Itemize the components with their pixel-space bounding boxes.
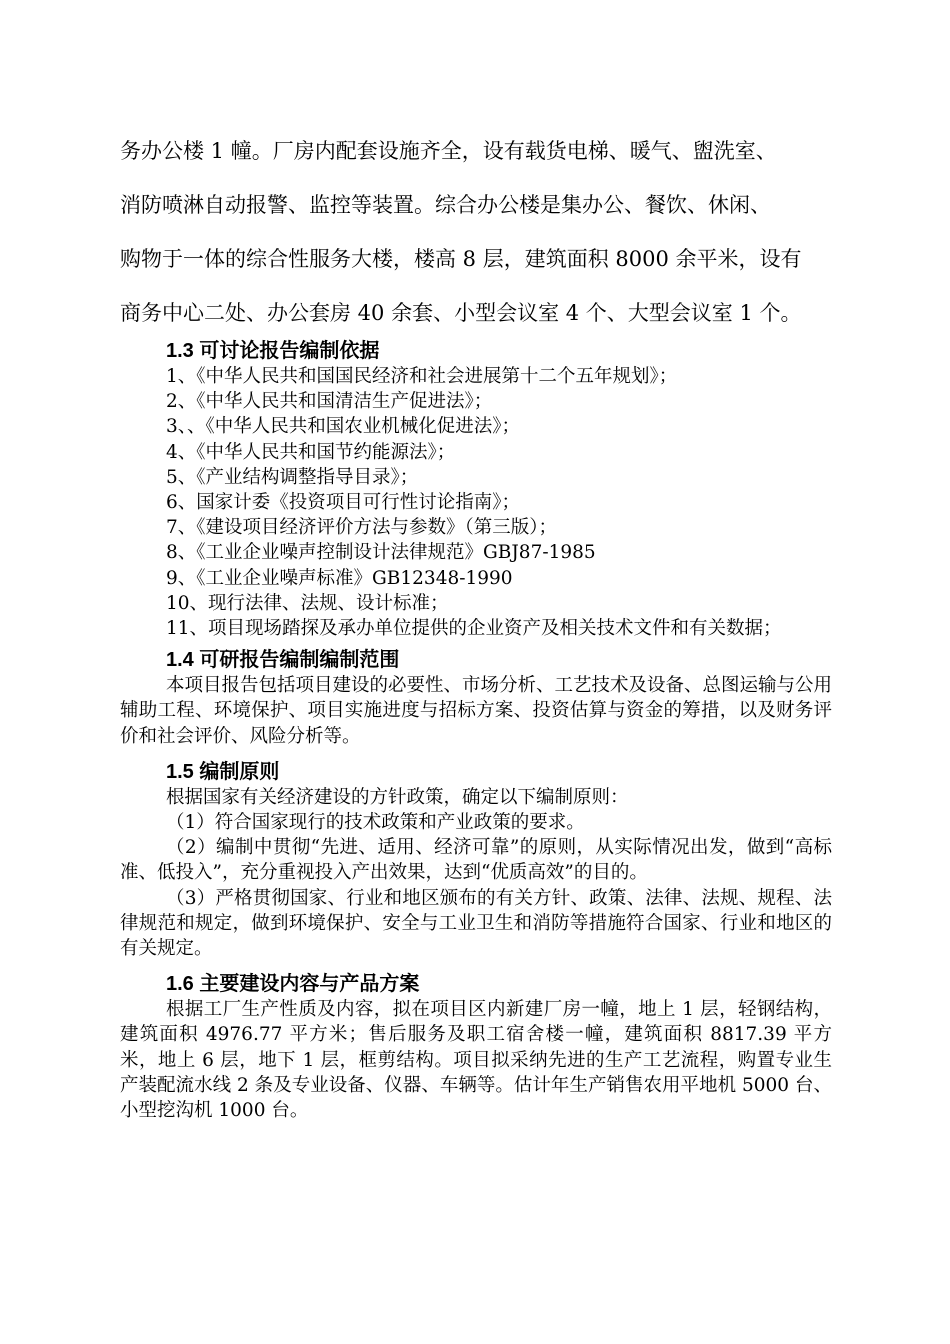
principle-paragraph: （1）符合国家现行的技术政策和产业政策的要求。 [166, 812, 585, 834]
reference-item: 9、《工业企业噪声标准》GB12348-1990 [166, 567, 513, 589]
intro-line: 务办公楼 1 幢。厂房内配套设施齐全，设有载货电梯、暖气、盥洗室、 [120, 139, 777, 163]
scope-paragraph: 本项目报告包括项目建设的必要性、市场分析、工艺技术及设备、总图运输与公用辅助工程、环境保护、项目实施进度与招标方案、投资估算与资金的筹措，以及财务评价和社会评价、风险分析等。 [120, 675, 833, 747]
reference-item: 8、《工业企业噪声控制设计法律规范》GBJ87-1985 [166, 542, 596, 564]
intro-paragraph [120, 124, 840, 340]
reference-item: 7、《建设项目经济评价方法与参数》（第三版）； [166, 517, 558, 539]
reference-item: 4、《中华人民共和国节约能源法》； [166, 441, 456, 463]
reference-item: 5、《产业结构调整指导目录》； [166, 466, 419, 488]
section-heading-1-5: 1.5 编制原则 [166, 760, 280, 783]
reference-list [120, 364, 832, 641]
intro-line: 购物于一体的综合性服务大楼，楼高 8 层，建筑面积 8000 余平米，设有 [120, 247, 802, 271]
reference-item: 11、项目现场踏探及承办单位提供的企业资产及相关技术文件和有关数据； [166, 618, 782, 640]
principle-paragraph: （2）编制中贯彻“先进、适用、经济可靠”的原则，从实际情况出发，做到“高标准、低投入”，充分重视投入产出效果，达到“优质高效”的目的。 [120, 837, 832, 884]
principle-paragraph: 根据国家有关经济建设的方针政策，确定以下编制原则： [166, 786, 629, 808]
document-body [120, 338, 832, 1123]
principle-paragraph: （3）严格贯彻国家、行业和地区颁布的有关方针、政策、法律、法规、规程、法律规范和规定，做到环境保护、安全与工业卫生和消防等措施符合国家、行业和地区的有关规定。 [120, 887, 832, 960]
reference-item: 2、《中华人民共和国清洁生产促进法》； [166, 391, 493, 413]
reference-item: 6、国家计委《投资项目可行性讨论指南》； [166, 492, 521, 514]
reference-item: 10、现行法律、法规、设计标准； [166, 592, 449, 614]
intro-line: 商务中心二处、办公套房 40 余套、小型会议室 4 个、大型会议室 1 个。 [120, 301, 802, 325]
section-heading-1-4: 1.4 可研报告编制编制范围 [166, 649, 400, 672]
construction-paragraph: 根据工厂生产性质及内容，拟在项目区内新建厂房一幢，地上 1 层，轻钢结构，建筑面积 4976.77 平方米；售后服务及职工宿舍楼一幢，建筑面积 8817.39 平方米，地上 6 层，地下 1 层，框剪结构。项目拟采纳先进的生产工艺流程，购置专业生产装配流水线 2 条及专业设备、仪器、车辆等。估计年生产销售农用平地机 5000 台、小型挖沟机 1000 台。 [120, 999, 832, 1122]
reference-item: 3、、《中华人民共和国农业机械化促进法》； [166, 416, 521, 438]
section-heading-1-3: 1.3 可讨论报告编制依据 [166, 340, 380, 362]
section-heading-1-6: 1.6 主要建设内容与产品方案 [166, 973, 420, 996]
intro-line: 消防喷淋自动报警、监控等装置。综合办公楼是集办公、餐饮、休闲、 [120, 193, 771, 217]
reference-item: 1、《中华人民共和国国民经济和社会进展第十二个五年规划》； [166, 366, 678, 387]
